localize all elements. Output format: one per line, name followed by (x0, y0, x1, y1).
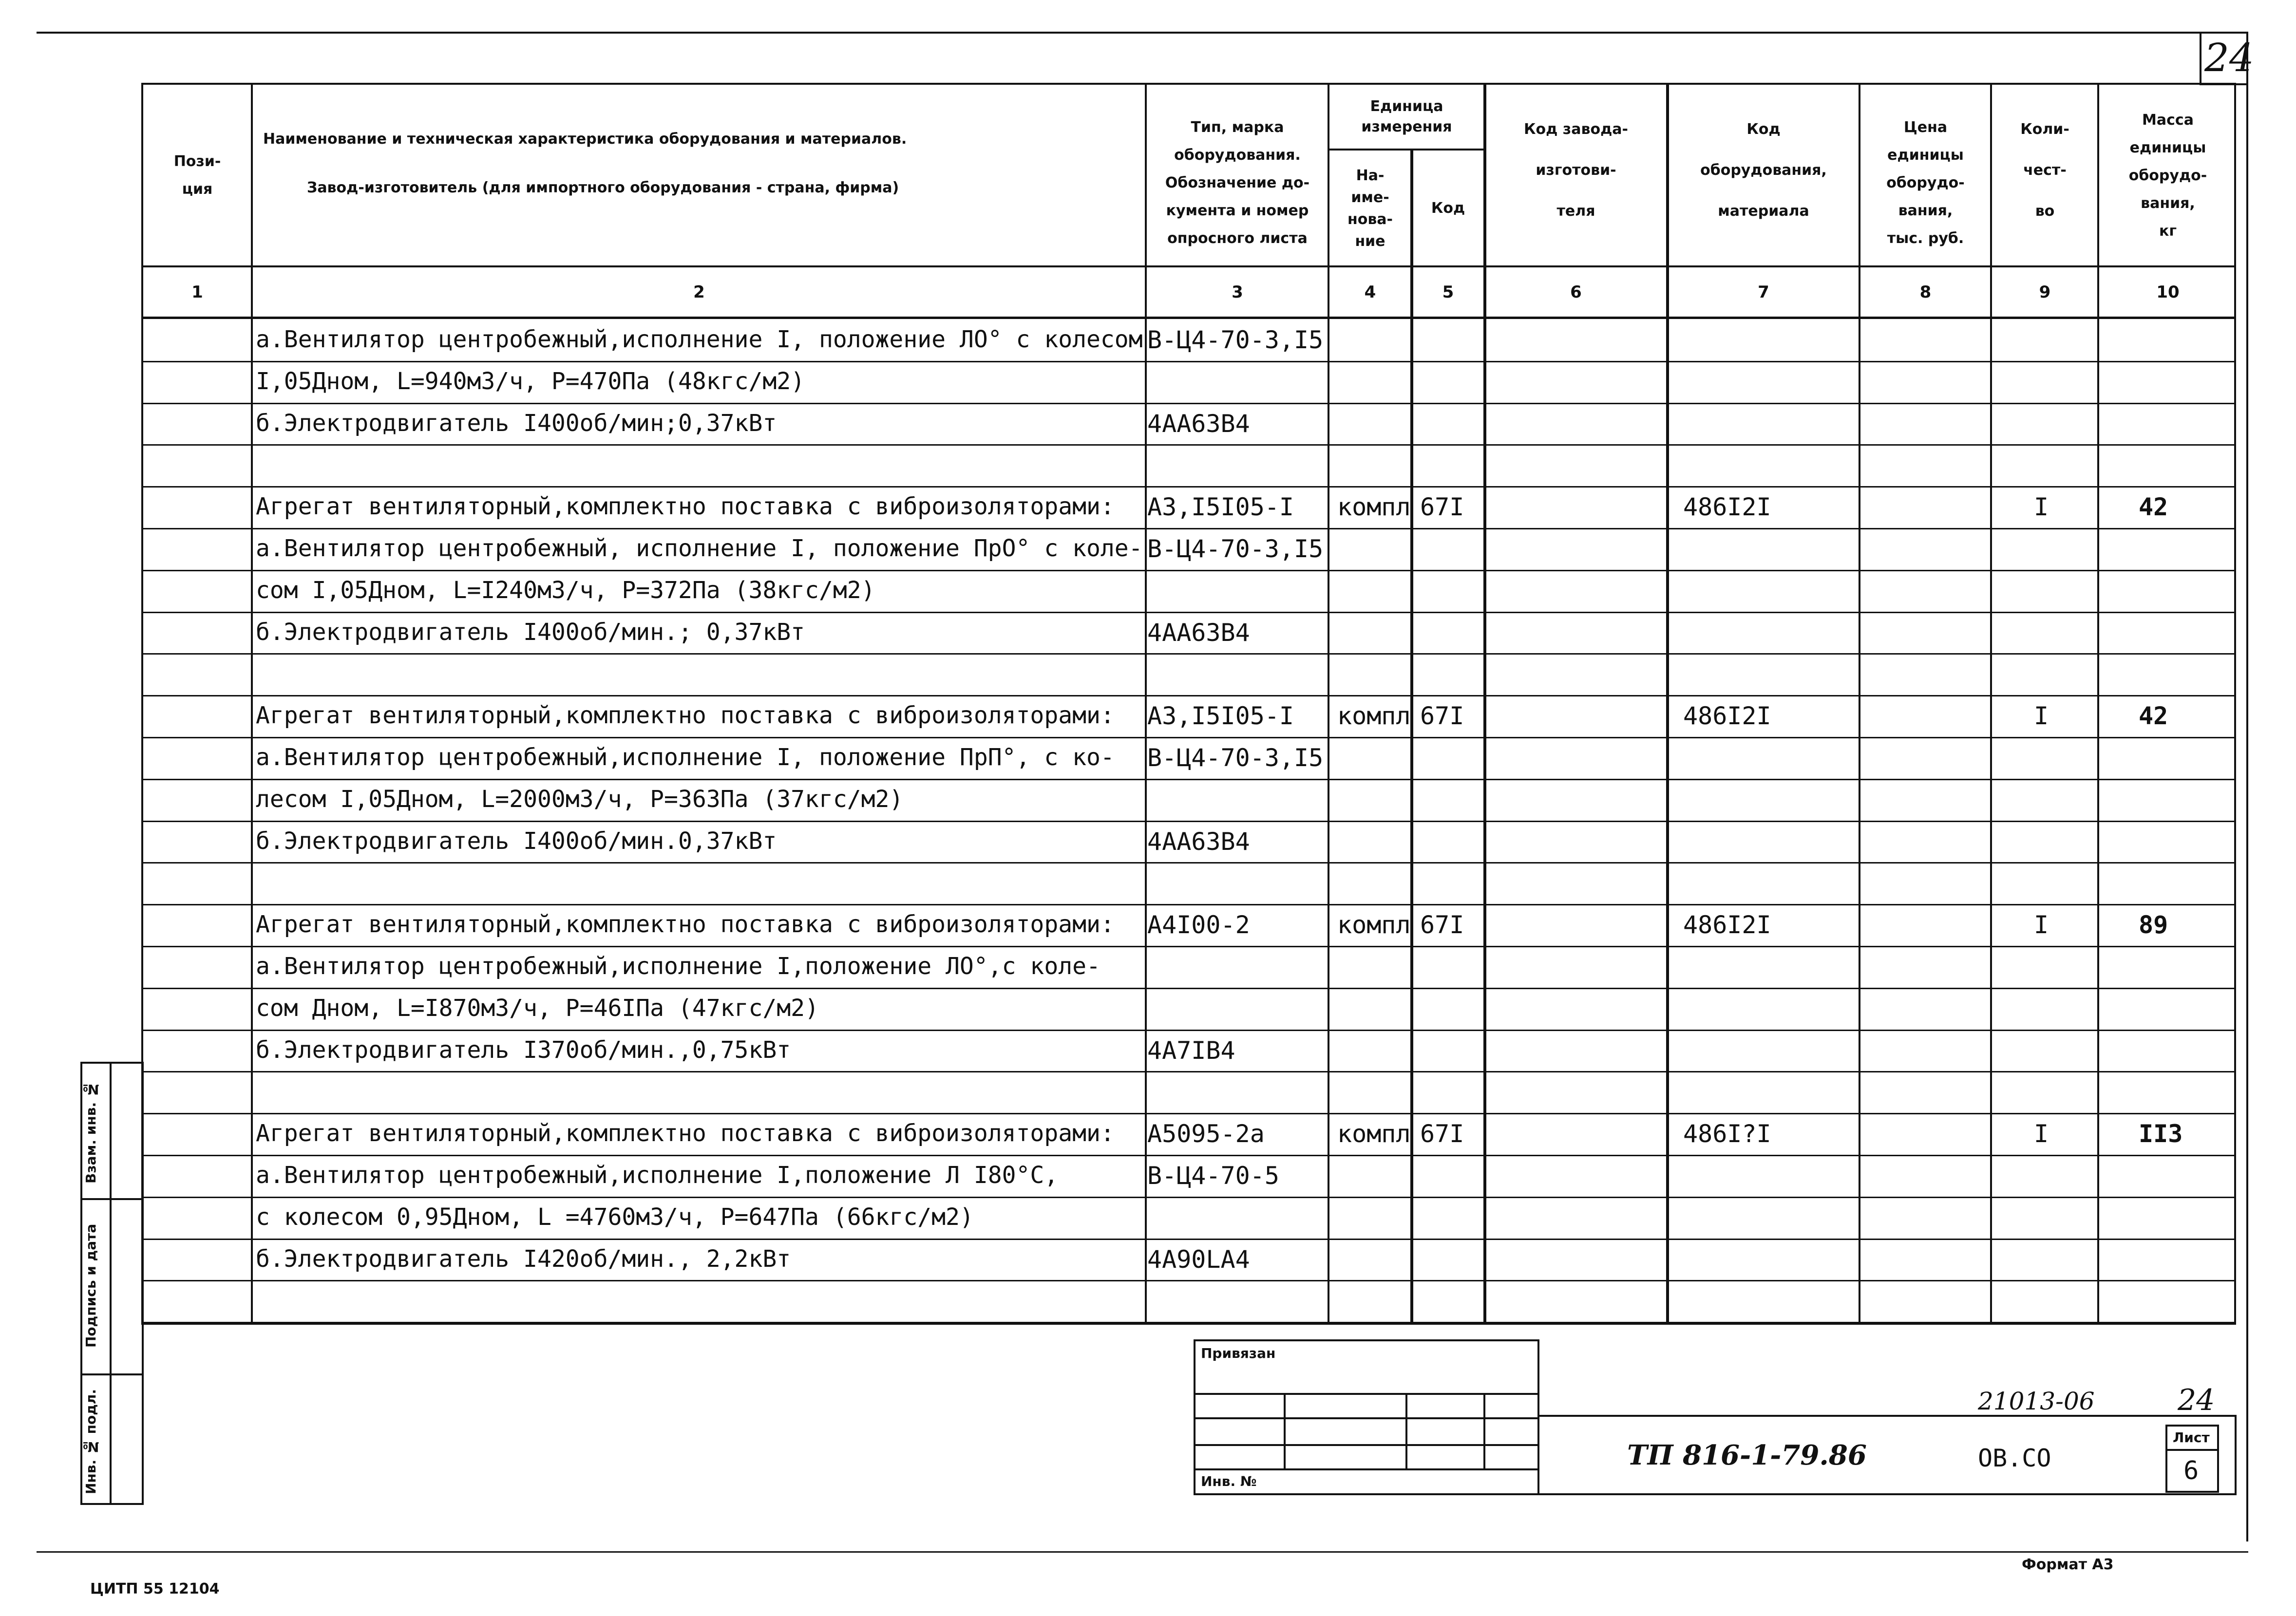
row-line (141, 1113, 2236, 1114)
row-line (141, 528, 2236, 529)
stamp-line (1194, 1444, 1539, 1446)
col-line (1990, 83, 1992, 1322)
stamp-doc-code: ТП 816-1-79.86 (1627, 1439, 1867, 1471)
row-name: б.Электродвигатель I420об/мин., 2,2кВт (256, 1245, 791, 1273)
row-name: Агрегат вентиляторный,комплектно поставка с виброизоляторами: (256, 493, 1115, 520)
col-line (251, 83, 253, 1322)
row-name: б.Электродвигатель I400об/мин.0,37кВт (256, 827, 777, 855)
row-line (141, 361, 2236, 362)
row-line (141, 821, 2236, 822)
column-number: 1 (191, 282, 203, 302)
row-code: 67I (1420, 911, 1464, 939)
row-type: В-Ц4-70-3,I5 (1147, 326, 1324, 354)
row-type: В-Ц4-70-3,I5 (1147, 744, 1324, 772)
header-bottom (141, 265, 2236, 267)
footer-left: ЦИТП 55 12104 (90, 1580, 220, 1597)
stamp-privyazan: Привязан (1201, 1345, 1276, 1361)
row-type: В-Ц4-70-5 (1147, 1162, 1279, 1190)
row-line (141, 612, 2236, 613)
corner-sheet-number: 24 (2204, 35, 2254, 80)
row-name: а.Вентилятор центробежный,исполнение I,положение Л I80°С, (256, 1162, 1059, 1189)
row-equip: 486I2I (1683, 493, 1771, 521)
stamp-sheet-label: Лист (2173, 1429, 2210, 1446)
row-name: Агрегат вентиляторный,комплектно поставка с виброизоляторами: (256, 702, 1115, 729)
row-line (141, 862, 2236, 864)
footer-format: Формат А3 (2022, 1556, 2114, 1573)
stamp-project-code: 21013-06 (1978, 1387, 2095, 1415)
row-name: сом I,05Дном, L=I240м3/ч, Р=372Па (38кгс/м2) (256, 577, 875, 604)
header-factory-code: Код завода- изготови- теля (1524, 121, 1628, 220)
row-type: В-Ц4-70-3,I5 (1147, 535, 1324, 563)
row-line (141, 1197, 2236, 1198)
row-line (141, 988, 2236, 989)
sheet-bottom-line (37, 1551, 2248, 1553)
stamp-line (1405, 1393, 1407, 1468)
stamp-sheet-divider (2165, 1449, 2219, 1451)
row-name: сом Дном, L=I870м3/ч, Р=46IПа (47кгс/м2) (256, 995, 819, 1022)
row-name: б.Электродвигатель I370об/мин.,0,75кВт (256, 1036, 791, 1064)
row-type: 4АА63В4 (1147, 827, 1250, 856)
row-qty: I (2034, 911, 2049, 939)
row-name: б.Электродвигатель I400об/мин.; 0,37кВт (256, 619, 805, 646)
header-equip-code: Код оборудования, материала (1700, 121, 1827, 220)
row-line (141, 1280, 2236, 1281)
row-unit: компл (1337, 1120, 1411, 1148)
header-unit-group: Единица измерения (1361, 98, 1452, 135)
row-name: с колесом 0,95Дном, L =4760м3/ч, Р=647Па (66кгс/м2) (256, 1203, 974, 1231)
row-name: лесом I,05Дном, L=2000м3/ч, Р=363Па (37кгс/м2) (256, 786, 904, 813)
header-name-line2: Завод-изготовитель (для импортного оборудования - страна, фирма) (307, 179, 899, 196)
row-line (141, 1030, 2236, 1031)
row-line (141, 570, 2236, 571)
stamp-inv-no: Инв. № (1201, 1473, 1257, 1489)
column-number: 4 (1364, 282, 1376, 302)
header-price: Цена единицы оборудо- вания, тыс. руб. (1886, 118, 1965, 247)
row-type: 4АА63В4 (1147, 619, 1250, 647)
row-name: а.Вентилятор центробежный,исполнение I,положение ЛО°,с коле- (256, 953, 1101, 980)
header-unit-code: Код (1431, 200, 1465, 217)
header-type: Тип, марка оборудования. Обозначение до- кумента и номер опросного листа (1165, 118, 1310, 247)
column-number: 6 (1570, 282, 1582, 302)
row-line (141, 486, 2236, 488)
row-type: А3,I5I05-I (1147, 493, 1294, 521)
row-equip: 486I2I (1683, 911, 1771, 939)
stamp-sheet-number: 6 (2183, 1456, 2199, 1485)
column-number: 3 (1232, 282, 1243, 302)
row-line (141, 946, 2236, 947)
row-type: 4А7IВ4 (1147, 1036, 1235, 1065)
side-vzam-label: Взам. инв. № (83, 1081, 99, 1184)
row-name: а.Вентилятор центробежный, исполнение I, положение ПрО° с коле- (256, 535, 1143, 562)
side-inv-label: Инв. № подл. (83, 1389, 99, 1494)
row-name: а.Вентилятор центробежный,исполнение I, положение ПрП°, с ко- (256, 744, 1115, 771)
stamp-sheet-big: 24 (2178, 1383, 2215, 1417)
row-equip: 486I?I (1683, 1120, 1771, 1148)
row-mass: 89 (2139, 911, 2168, 939)
column-number: 10 (2156, 282, 2180, 302)
col-line (1410, 149, 1413, 1322)
col-line (1859, 83, 1860, 1322)
row-line (141, 779, 2236, 780)
row-name: б.Электродвигатель I400об/мин;0,37кВт (256, 410, 777, 437)
stamp-line (1483, 1393, 1485, 1468)
sheet-right-line (2246, 32, 2248, 1541)
header-mass: Масса единицы оборудо- вания, кг (2128, 111, 2207, 240)
row-equip: 486I2I (1683, 702, 1771, 730)
row-line (141, 653, 2236, 655)
header-unit-name: На- име- нова- ние (1347, 167, 1393, 250)
side-divider (80, 1373, 144, 1375)
side-podpis-label: Подпись и дата (83, 1223, 99, 1348)
row-qty: I (2034, 493, 2049, 521)
row-mass: 42 (2139, 493, 2168, 521)
row-mass: 42 (2139, 702, 2168, 730)
stamp-line (1194, 1393, 1539, 1395)
row-name: Агрегат вентиляторный,комплектно поставка с виброизоляторами: (256, 911, 1115, 938)
sheet-top-line (37, 32, 2248, 34)
header-unit-divider (1328, 149, 1483, 150)
row-qty: I (2034, 702, 2049, 730)
row-type: А4I00-2 (1147, 911, 1250, 939)
header-name-line1: Наименование и техническая характеристика оборудования и материалов. (263, 130, 907, 148)
row-line (141, 904, 2236, 905)
row-type: 4А90LА4 (1147, 1245, 1250, 1274)
row-line (141, 695, 2236, 696)
row-line (141, 1071, 2236, 1072)
row-line (141, 403, 2236, 404)
row-line (141, 1155, 2236, 1156)
row-code: 67I (1420, 493, 1464, 521)
header-number-bottom (141, 317, 2236, 319)
col-line (1145, 83, 1147, 1322)
row-type: А5095-2а (1147, 1120, 1265, 1148)
row-line (141, 444, 2236, 446)
row-code: 67I (1420, 702, 1464, 730)
row-line (141, 1239, 2236, 1240)
side-divider (80, 1198, 144, 1200)
stamp-line (1284, 1393, 1286, 1468)
row-mass: II3 (2139, 1120, 2183, 1148)
column-number: 7 (1758, 282, 1769, 302)
col-line (2097, 83, 2099, 1322)
side-inner-line (110, 1062, 112, 1505)
col-line (1328, 83, 1329, 1322)
row-line (141, 1322, 2236, 1323)
row-unit: компл (1337, 911, 1411, 939)
row-code: 67I (1420, 1120, 1464, 1148)
row-unit: компл (1337, 702, 1411, 730)
header-qty: Коли- чест- во (2020, 121, 2069, 220)
column-number: 5 (1442, 282, 1454, 302)
stamp-line (1194, 1468, 1539, 1470)
row-line (141, 737, 2236, 738)
stamp-line (1194, 1417, 1539, 1419)
column-number: 2 (693, 282, 705, 302)
row-name: I,05Дном, L=940м3/ч, Р=470Па (48кгс/м2) (256, 368, 805, 395)
row-qty: I (2034, 1120, 2049, 1148)
row-unit: компл (1337, 493, 1411, 521)
column-number: 8 (1919, 282, 1932, 302)
stamp-mark: ОВ.СО (1978, 1444, 2051, 1472)
column-number: 9 (2039, 282, 2051, 302)
row-name: Агрегат вентиляторный,комплектно поставка с виброизоляторами: (256, 1120, 1115, 1147)
header-position: Пози- ция (173, 153, 221, 198)
row-type: А3,I5I05-I (1147, 702, 1294, 730)
row-type: 4АА63В4 (1147, 410, 1250, 438)
row-name: а.Вентилятор центробежный,исполнение I, положение ЛО° с колесом (256, 326, 1143, 353)
